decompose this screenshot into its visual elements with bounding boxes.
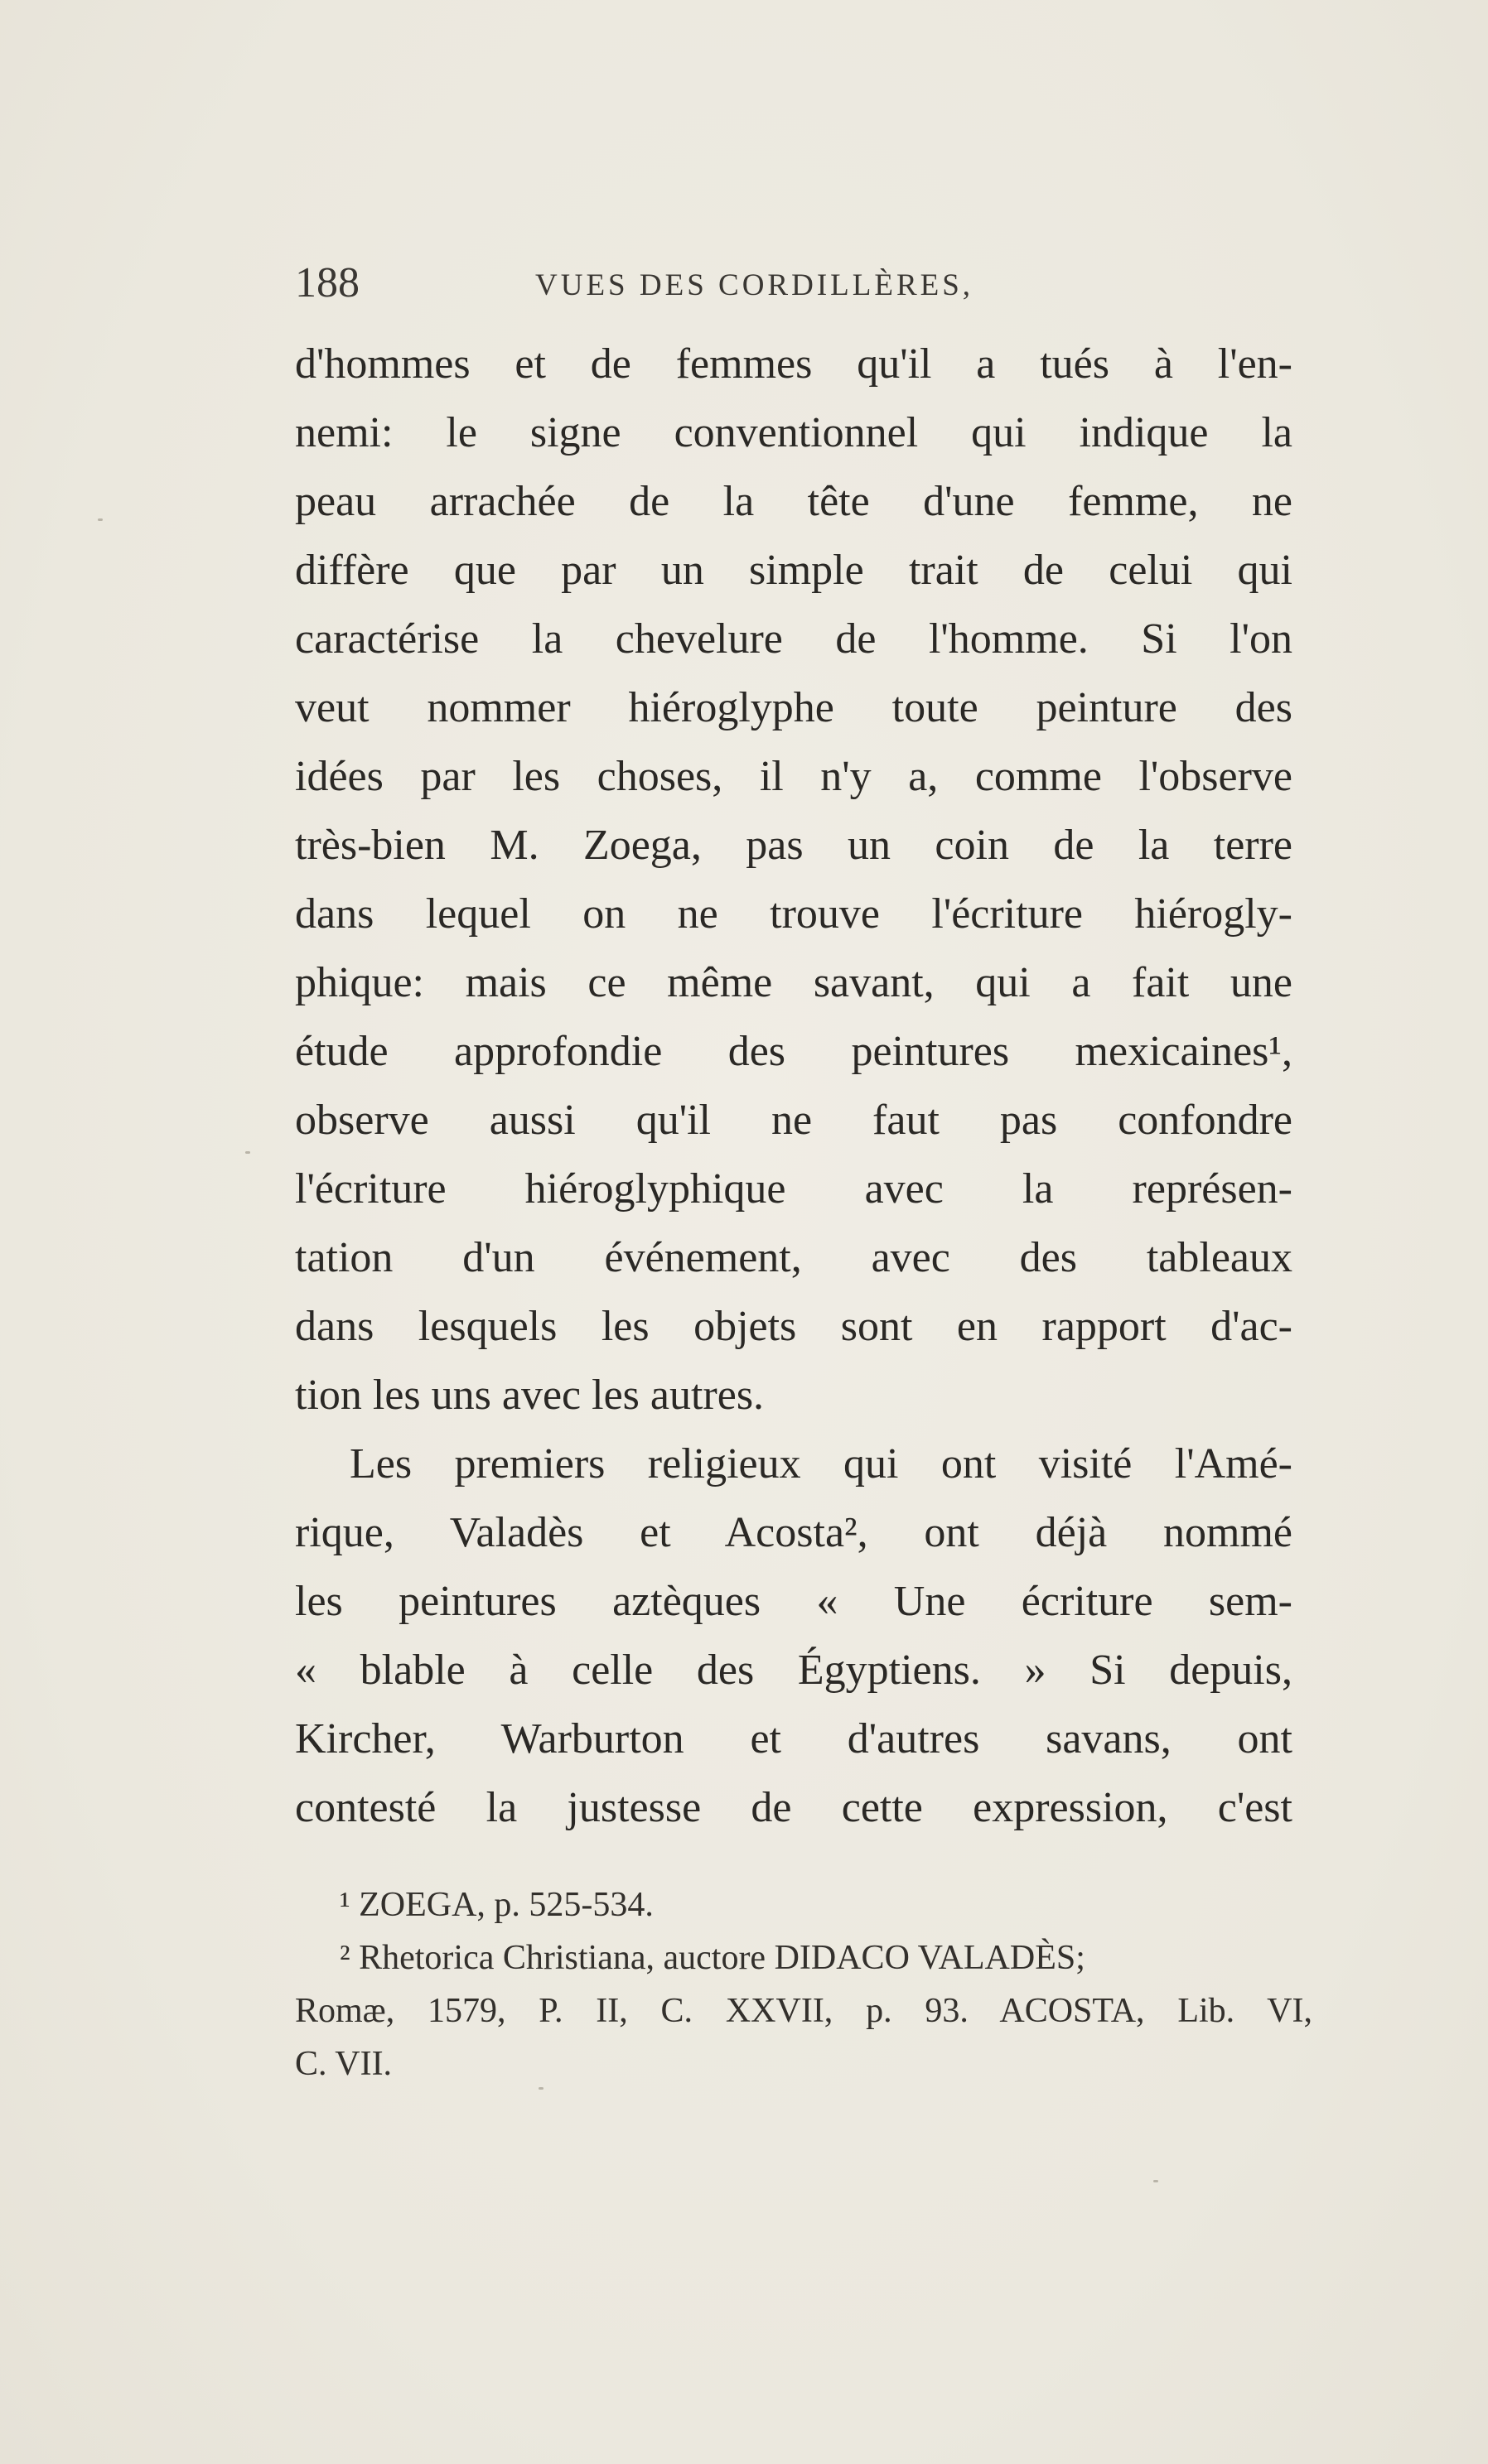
text-line: veut nommer hiéroglyphe toute peinture des: [295, 684, 1292, 731]
text-line: l'écriture hiéroglyphique avec la représen-: [295, 1165, 1292, 1213]
text-line: « blable à celle des Égyptiens. » Si depuis,: [295, 1647, 1292, 1694]
text-line: dans lequel on ne trouve l'écriture hiérogly-: [295, 890, 1292, 938]
text-line: dans lesquels les objets sont en rapport d'ac-: [295, 1303, 1292, 1350]
text-line: phique: mais ce même savant, qui a fait une: [295, 959, 1292, 1006]
text-line: très-bien M. Zoega, pas un coin de la terre: [295, 822, 1292, 869]
page-header: [295, 258, 1049, 308]
paper-speck: [539, 2087, 544, 2090]
running-title: VUES DES CORDILLÈRES,: [535, 268, 974, 302]
body-text: [295, 330, 1292, 1842]
page-number: 188: [295, 259, 360, 306]
footnote-line: C. VII.: [295, 2045, 393, 2083]
text-line: observe aussi qu'il ne faut pas confondre: [295, 1097, 1292, 1144]
paper-speck: [245, 1151, 250, 1154]
text-line: d'hommes et de femmes qu'il a tués à l'en-: [295, 340, 1292, 388]
text-line: tation d'un événement, avec des tableaux: [295, 1234, 1292, 1281]
text-line: contesté la justesse de cette expression, c'est: [295, 1784, 1292, 1831]
footnotes: [295, 1878, 1312, 2090]
footnote-line: ¹ ZOEGA, p. 525-534.: [340, 1886, 654, 1924]
text-line: diffère que par un simple trait de celui qui: [295, 547, 1292, 594]
footnote-line: ² Rhetorica Christiana, auctore DIDACO VALADÈS;: [340, 1939, 1085, 1977]
footnote-line: Romæ, 1579, P. II, C. XXVII, p. 93. ACOSTA, Lib. VI,: [295, 1992, 1312, 2030]
text-line: étude approfondie des peintures mexicaines¹,: [295, 1028, 1292, 1075]
text-line: rique, Valadès et Acosta², ont déjà nommé: [295, 1509, 1292, 1556]
text-line: nemi: le signe conventionnel qui indique la: [295, 409, 1292, 456]
text-line: Kircher, Warburton et d'autres savans, ont: [295, 1715, 1292, 1762]
text-line: peau arrachée de la tête d'une femme, ne: [295, 478, 1292, 525]
text-line: Les premiers religieux qui ont visité l'Amé-: [350, 1440, 1292, 1488]
text-line: les peintures aztèques « Une écriture sem-: [295, 1578, 1292, 1625]
paper-speck: [1153, 2180, 1158, 2182]
text-line: idées par les choses, il n'y a, comme l'observe: [295, 753, 1292, 800]
text-line: caractérise la chevelure de l'homme. Si l'on: [295, 615, 1292, 663]
paper-speck: [98, 518, 103, 521]
text-line: tion les uns avec les autres.: [295, 1372, 765, 1419]
